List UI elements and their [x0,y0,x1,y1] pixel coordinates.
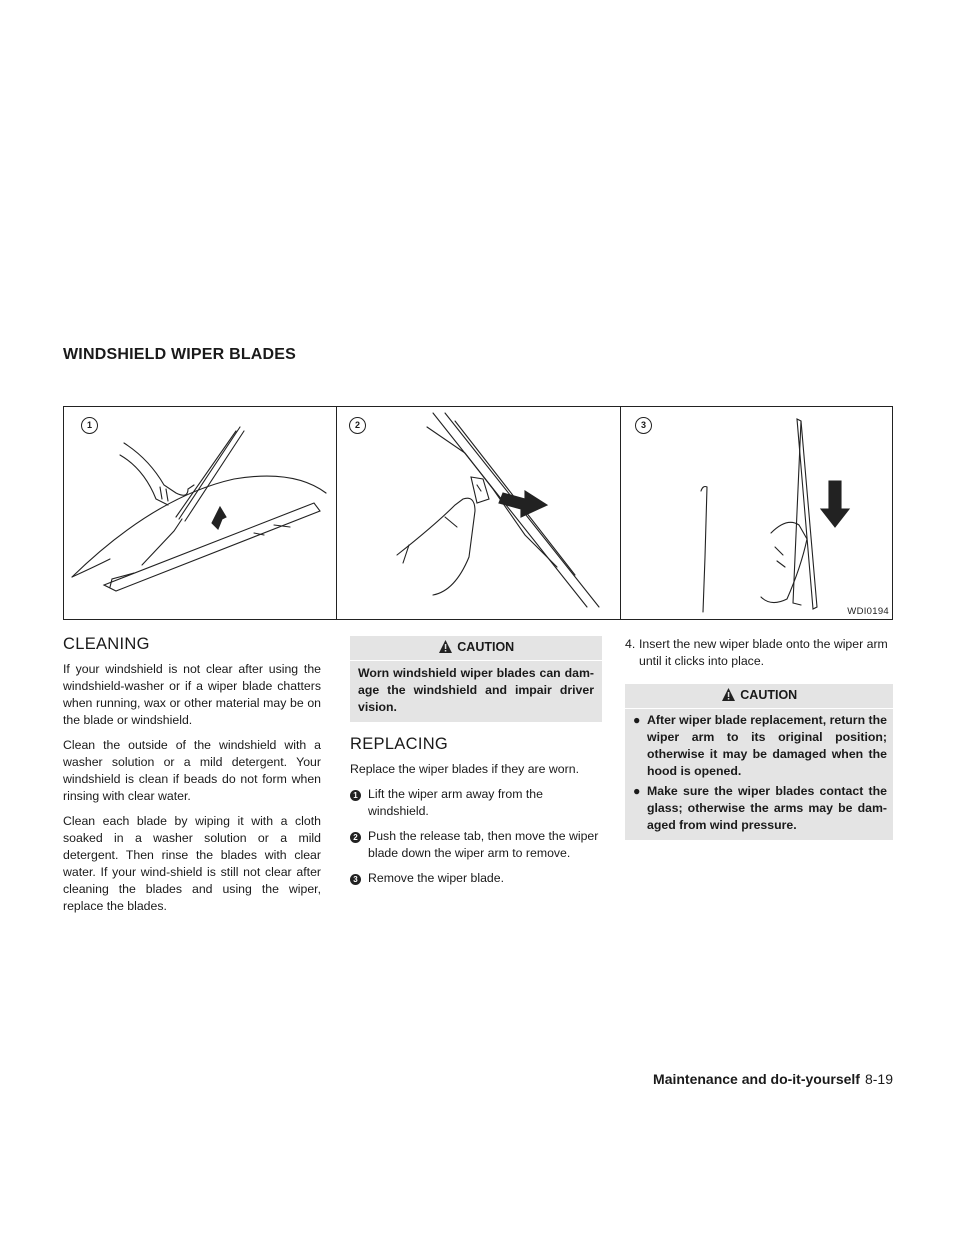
figure-panel-2 [336,407,620,619]
figure-step-badge-3: 3 [635,417,652,434]
figure-panel-3 [620,407,893,619]
wiper-figure [63,406,893,620]
replacing-step-3 [350,870,602,887]
step-marker-1: 1 [350,790,361,801]
release-tab-illustration [337,407,620,619]
figure-step-badge-1: 1 [81,417,98,434]
step-marker-3: 3 [350,874,361,885]
caution-bullet-text: Make sure the wiper blades contact the glass; otherwise the arms may be dam-aged from wind pressure. [647,784,887,832]
cleaning-paragraph: Clean each blade by wiping it with a cloth soaked in a washer solution or a mild detergent. Then rinse the blades with clear water. If your wind-shield is still not clear after cleaning the blades and using the wiper, replace the blades. [63,814,321,913]
replacing-intro: Replace the wiper blades if they are worn. [350,762,579,776]
replacing-column [350,636,602,895]
warning-icon [721,687,736,702]
replacing-step-4 [625,636,893,670]
bullet-icon: ● [633,784,641,798]
caution-text: Worn windshield wiper blades can dam-age the windshield and impair driver vision. [358,666,594,714]
cleaning-paragraph: Clean the outside of the windshield with a washer solution or a mild detergent. Your windshield is clean if beads do not form when rinsing with clear water. [63,738,321,803]
cleaning-heading: CLEANING [63,635,150,653]
step-text: Remove the wiper blade. [368,871,505,885]
cleaning-paragraph: If your windshield is not clear after using the windshield-washer or if a wiper blade chatters when running, wax or other material may be on the blade or windshield. [63,662,321,727]
caution-title: CAUTION [740,688,798,702]
step-text: Push the release tab, then move the wiper blade down the wiper arm to remove. [368,829,599,860]
figure-step-badge-2: 2 [349,417,366,434]
lift-wiper-arm-illustration [64,407,336,619]
caution-bullet [625,709,893,780]
step-text: Insert the new wiper blade onto the wiper arm until it clicks into place. [639,637,888,668]
caution-header [625,684,893,709]
footer-section: Maintenance and do-it-yourself [653,1071,860,1087]
caution-bullet-text: After wiper blade replacement, return the wiper arm to its original position; otherwise it may be damaged when the hood is opened. [647,713,887,778]
replacing-step-1 [350,786,602,820]
figure-panel-1 [64,407,336,619]
caution-bullet [625,780,893,834]
step-text: Lift the wiper arm away from the windshield. [368,787,543,818]
caution-header [350,636,602,661]
replacing-step-2 [350,828,602,862]
figure-code: WDI0194 [847,606,889,617]
caution-title: CAUTION [457,640,515,654]
replacing-heading: REPLACING [350,735,449,753]
install-column [625,636,893,840]
page-footer [653,1071,893,1087]
step-marker-2: 2 [350,832,361,843]
page-number: 8-19 [864,1071,893,1087]
caution-box-worn-blades [350,636,602,722]
cleaning-column [63,636,321,923]
section-title: WINDSHIELD WIPER BLADES [63,346,297,363]
warning-icon [438,639,453,654]
caution-box-after-replacement [625,684,893,840]
bullet-icon: ● [633,713,641,727]
step-number: 4. [625,637,636,651]
remove-blade-illustration [621,407,893,619]
